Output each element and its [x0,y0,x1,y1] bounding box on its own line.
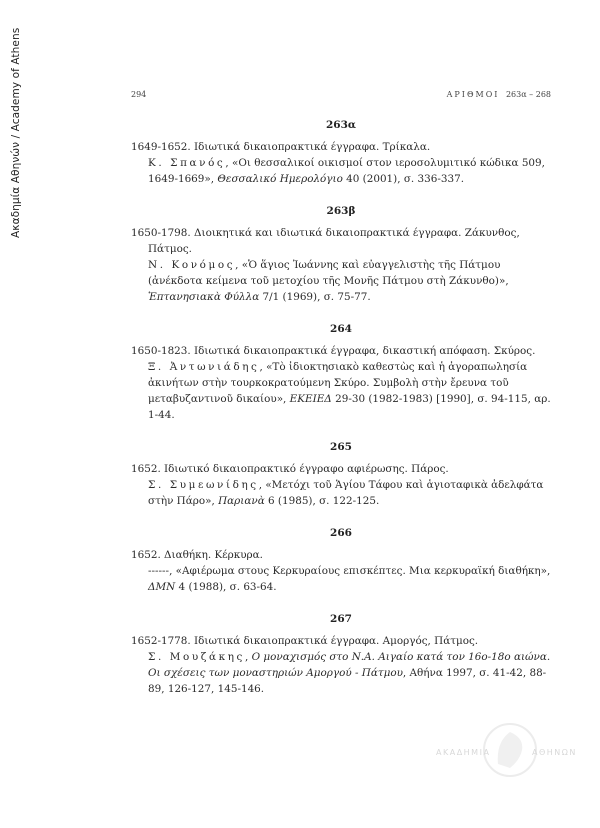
watermark-right-text: ΑΘΗΝΩΝ [532,748,577,757]
ref-details: 4 (1988), σ. 63-64. [175,581,277,593]
ref-details: 7/1 (1969), σ. 75-77. [259,291,371,303]
ref-journal: Ο μοναχισμός στο Ν.Α. Αιγαίο κατά τον 16ο-18ο αιώνα. Οι σχέσεις των μοναστηριών Αμοργού - Πάτμου [148,651,551,679]
ref-author: Κ. Σπανός [148,157,226,169]
entry [131,527,551,595]
academy-watermark [436,720,580,780]
entry-heading: 1652. Διαθήκη. Κέρκυρα. [131,549,263,561]
ref-text: , «Ὁ ἅγιος Ἰωάννης καὶ εὐαγγελιστὴς τῆς Πάτμου (ἀνέκδοτα κείμενα τοῦ μετοχίου τῆς Μονῆς Πάτμου στὴ Ζάκυνθο)», [148,259,509,287]
entry-reference [131,563,551,595]
ref-journal: Παριανὰ [218,495,265,507]
entry-reference [131,477,551,509]
running-range: 263α – 268 [505,90,551,99]
ref-text: ------, «Αφιέρωμα στους Κερκυραίους επισκέπτες. Μια κερκυραϊκή διαθήκη», [148,565,551,577]
page-number: 294 [131,90,147,99]
ref-details: , Αθήνα 1997, σ. 41-42, 88-89, 126-127, 145-146. [148,667,547,695]
entry-heading: 1650-1823. Ιδιωτικά δικαιοπρακτικά έγγραφα, δικαστική απόφαση. Σκύρος. [131,345,536,357]
ref-author: Σ. Μουζάκης [148,651,245,663]
entry [131,205,551,305]
archive-side-label: Ακαδημία Αθηνών / Academy of Athens [10,28,22,239]
entry-heading: 1652. Ιδιωτικό δικαιοπρακτικό έγγραφο αφιέρωσης. Πάρος. [131,463,449,475]
watermark-left-text: ΑΚΑΔΗΜΙΑ [436,748,491,757]
entry-number: 264 [330,323,352,335]
ref-author: Ξ. Ἀντωνιάδης [148,361,260,373]
ref-text: , «Οι θεσσαλικοί οικισμοί στον ιεροσολυμιτικό κώδικα 509, 1649-1669», [148,157,545,185]
entry-reference [131,649,551,697]
ref-details: 29-30 (1982-1983) [1990], σ. 94-115, αρ. 1-44. [148,393,551,421]
entry [131,323,551,423]
ref-journal: Ἑπτανησιακὰ Φύλλα [148,291,260,303]
ref-author: Ν. Κονόμος [148,259,236,271]
document-page [131,90,551,715]
ref-text: , «Τὸ ἰδιοκτησιακὸ καθεστὼς καὶ ἡ ἀγοραπωλησία ἀκινήτων στὴν τουρκοκρατούμενη Σκύρο. Συμβολὴ στὴν ἔρευνα τοῦ μεταβυζαντινοῦ δικαίου», [148,361,528,405]
entry-reference [131,257,551,305]
page-header [131,90,551,99]
entry [131,613,551,697]
entry-reference [131,359,551,423]
running-title: ΑΡΙΘΜΟΙ [446,90,500,99]
ref-details: 6 (1985), σ. 122-125. [264,495,380,507]
ref-text: , [244,651,252,663]
entry-number: 266 [330,527,352,539]
entries-list [131,119,551,697]
entry-number: 267 [330,613,352,625]
entry-heading: 1649-1652. Ιδιωτικά δικαιοπρακτικά έγγραφα. Τρίκαλα. [131,141,431,153]
entry-number: 265 [330,441,352,453]
ref-journal: ΔΜΝ [148,581,176,593]
running-header [447,90,551,99]
ref-details: 40 (2001), σ. 336-337. [342,173,465,185]
entry [131,119,551,187]
ref-journal: ΕΚΕΙΕΔ [289,393,332,405]
entry [131,441,551,509]
entry-reference [131,155,551,187]
entry-number: 263α [326,119,356,131]
entry-heading: 1652-1778. Ιδιωτικά δικαιοπρακτικά έγγραφα. Αμοργός, Πάτμος. [131,635,479,647]
ref-text: , «Μετόχι τοῦ Ἁγίου Τάφου καὶ ἁγιοταφικὰ ἀδελφάτα στὴν Πάρο», [148,479,544,507]
entry-number: 263β [326,205,356,217]
entry-heading: 1650-1798. Διοικητικά και ιδιωτικά δικαιοπρακτικά έγγραφα. Ζάκυνθος, Πάτμος. [131,227,520,255]
ref-journal: Θεσσαλικό Ημερολόγιο [217,173,343,185]
ref-author: Σ. Συμεωνίδης [148,479,259,491]
